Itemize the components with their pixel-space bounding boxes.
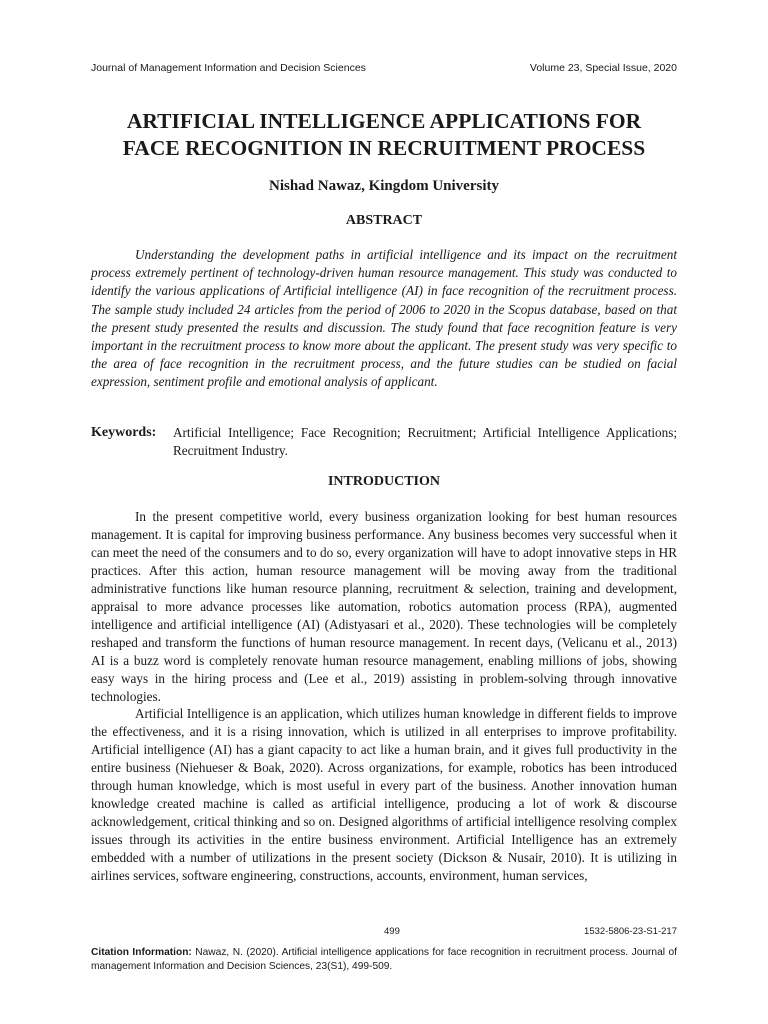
title-line-2: FACE RECOGNITION IN RECRUITMENT PROCESS xyxy=(122,136,646,160)
paper-title xyxy=(80,108,688,162)
abstract-heading: ABSTRACT xyxy=(345,213,423,228)
paragraph: In the present competitive world, every business organization looking for best human resources management. It is capital for improving business performance. Any business becomes very successful when it can meet the need of the consumers and to do so, every organization will have to adopt innovative steps in HR practices. After this action, human resource management will be moving away from the traditional administrative functions like human resource planning, recruitment & selection, training and development, appraisal to more advance processes like automation, robotics automation process (RPA), augmented intelligence and artificial intelligence (AI) (Adistyasari et al., 2020). These technologies will be completely reshaped and transform the functions of human resource management. In recent days, (Velicanu et al., 2013) AI is a buzz word is completely renovate human resource management, enabling millions of jobs, showing easy ways in the hiring process and (Lee et al., 2019) assisting in problem-solving through innovative technologies. xyxy=(91,509,677,704)
page-number: 499 xyxy=(384,926,400,937)
citation-information xyxy=(91,946,677,973)
author-line: Nishad Nawaz, Kingdom University xyxy=(268,178,500,194)
journal-name: Journal of Management Information and Decision Sciences xyxy=(91,62,366,74)
keywords-block xyxy=(91,424,677,461)
introduction-heading: INTRODUCTION xyxy=(327,474,440,489)
running-header xyxy=(91,62,677,74)
keywords-label: Keywords: xyxy=(91,425,157,440)
introduction-body xyxy=(91,508,677,885)
volume-info: Volume 23, Special Issue, 2020 xyxy=(529,62,677,74)
keywords-text: Artificial Intelligence; Face Recognition; Recruitment; Artificial Intelligence Applications; Recruitment Industry. xyxy=(173,425,677,459)
article-code: 1532-5806-23-S1-217 xyxy=(584,926,677,937)
page-footer xyxy=(384,926,677,937)
title-line-1: ARTIFICIAL INTELLIGENCE APPLICATIONS FOR xyxy=(126,109,642,133)
citation-text: Nawaz, N. (2020). Artificial intelligence applications for face recognition in recruitment process. Journal of management Information and Decision Sciences, 23(S1), 499-509. xyxy=(91,947,677,972)
citation-label: Citation Information: xyxy=(91,947,192,958)
paragraph: Artificial Intelligence is an application, which utilizes human knowledge in different fields to improve the effectiveness, and it is a rising innovation, which is utilized in all enterprises to improve profitability. Artificial intelligence (AI) has a giant capacity to act like a human brain, and it gives full productivity in the entire business (Niehueser & Boak, 2020). Across organizations, for example, robotics has been introduced through human knowledge, which is most useful in every part of the business. Another innovation human knowledge created machine is called as artificial intelligence, producing a lot of work & discourse acknowledgement, critical thinking and so on. Designed algorithms of artificial intelligence resolving complex issues through its activities in the entire business environment. Artificial Intelligence has an extremely embedded with a number of utilizations in the present society (Dickson & Nusair, 2010). It is utilizing in airlines services, software engineering, constructions, accounts, environment, human services, xyxy=(91,706,677,884)
abstract-text: Understanding the development paths in artificial intelligence and its impact on the recruitment process extremely pertinent of technology-driven human resource management. This study was conducted to identify the various applications of Artificial intelligence (AI) in face recognition of the recruitment process. The sample study included 24 articles from the period of 2006 to 2020 in the Scopus database, based on that the present study presented the results and discussion. The study found that face recognition feature is very important in the recruitment process to know more about the applicant. The present study was very specific to the area of face recognition in the recruitment process, and the future studies can be studied on facial expression, sentiment profile and emotional analysis of applicant. xyxy=(91,247,677,390)
